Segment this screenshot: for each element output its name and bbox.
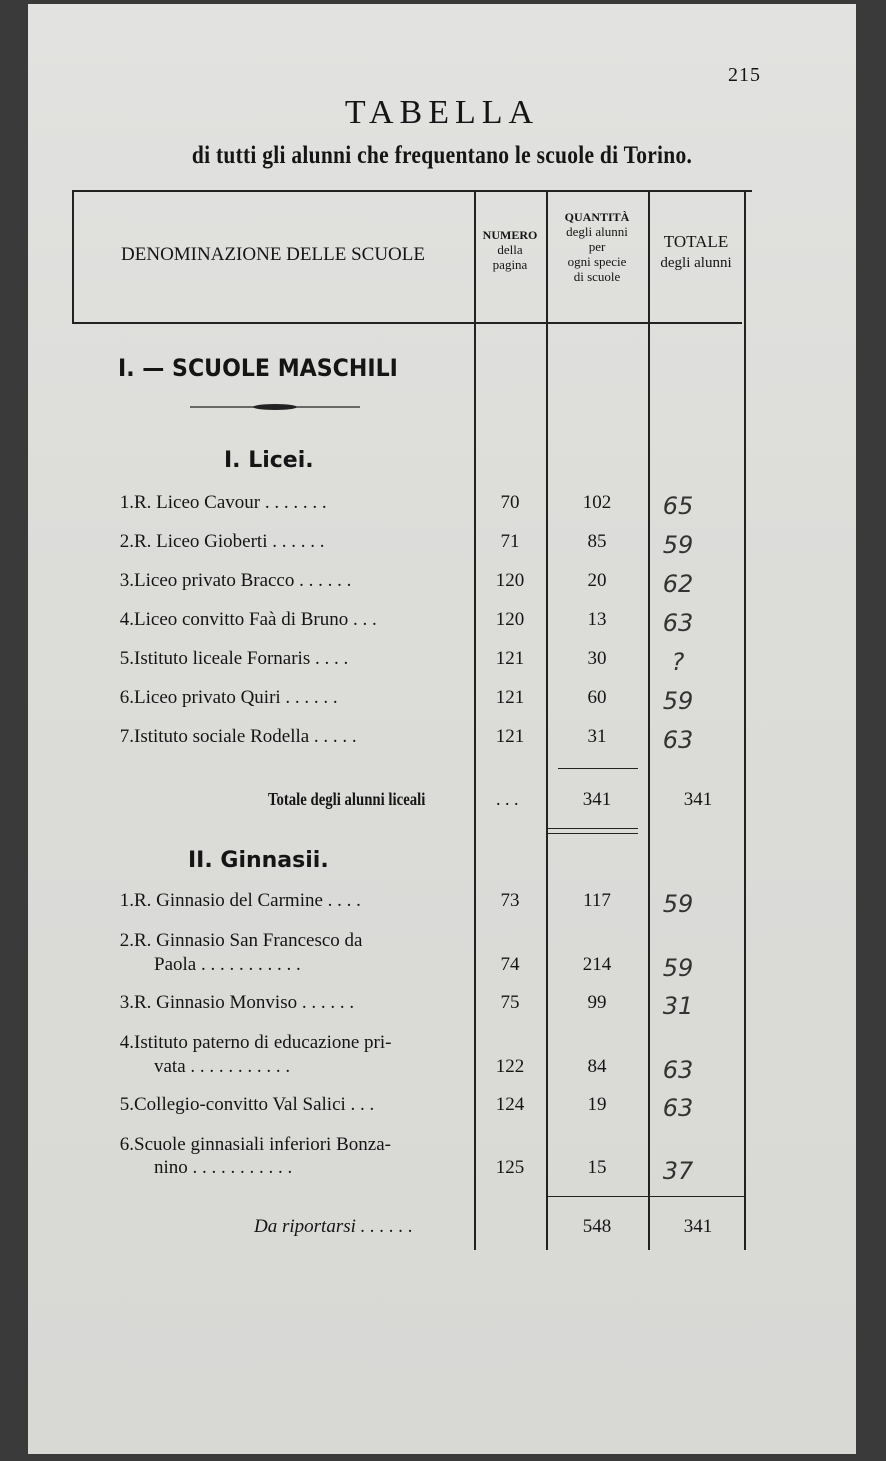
- carry-forward-label: Da riportarsi . . . . . .: [254, 1216, 413, 1237]
- document-page: 215 TABELLA di tutti gli alunni che frequentano le scuole di Torino. DENOMINAZIONE DELLE SCUOLE NUMERO della pagina QUANTITÀ degli alunni per ogni specie di scuole TOTALE degli alunni I. — SCUOLE MASCHILI I. Licei. 1. R. Liceo Cavour . . . . . . . 70 102 65 2. R. Liceo Gioberti . . . . . . 71 85 59 3. Liceo privato Bracco . . . . . . 120 20 62 4. Liceo convitto Faà di Bruno . . . 120 13 63 5. Istituto liceale Fornaris . . . . 121 30 ? 6. Liceo privato Quiri . . . . . . 121 60 59 7. Istituto sociale Rodella . . . . . 121 31 63 Totale degli alunni liceali . . . 341 341 II. Ginnasii. 1. R. Ginnasio del Carmine . . . . 73 117 59 2. R. Ginnasio San Francesco da Paola . . . . . . . . . . . 74 214 59 3. R. Ginnasio Monviso . . . . . . 75 99 31 4. Istituto paterno di educazione pri- vata . . . . . . . . . . . 122 84 63 5. Collegio-convitto Val Salici . . . 124 19 63 6. Scuole ginnasiali inferiori Bonza- nino . . . . . . . . . . . 125 15 37 Da riportarsi . . . . . . 548 341: [28, 4, 856, 1454]
- double-rule-bottom: [546, 833, 638, 834]
- carry-forward-quantity: 548: [582, 1216, 612, 1237]
- handwritten-note: 63: [662, 726, 694, 754]
- subsection-licei: I. Licei.: [224, 448, 314, 473]
- header-numero: NUMERO della pagina: [482, 228, 538, 272]
- handwritten-note: 63: [662, 1094, 694, 1122]
- double-rule-top: [546, 828, 638, 829]
- handwritten-note: 63: [662, 1056, 694, 1084]
- header-bottom-border: [72, 322, 742, 324]
- carry-rule: [546, 1196, 744, 1197]
- col-divider-1: [474, 190, 476, 1250]
- handwritten-note: 59: [662, 687, 694, 715]
- subtotal-label: Totale degli alunni liceali: [268, 789, 426, 809]
- handwritten-note: 31: [662, 992, 694, 1020]
- handwritten-note: 59: [662, 531, 694, 559]
- col-divider-2: [546, 190, 548, 1250]
- handwritten-note: 59: [662, 954, 694, 982]
- header-denominazione: DENOMINAZIONE DELLE SCUOLE: [121, 244, 425, 265]
- handwritten-note: 59: [662, 890, 694, 918]
- page-number: 215: [728, 64, 761, 86]
- subsection-ginnasii: II. Ginnasii.: [188, 848, 329, 873]
- header-totale: TOTALE degli alunni: [660, 232, 732, 271]
- section-heading: I. — SCUOLE MASCHILI: [118, 354, 398, 382]
- carry-forward-total: 341: [683, 1216, 713, 1237]
- subtotal-dots: . . .: [496, 789, 519, 809]
- table-right-border: [744, 190, 746, 1250]
- page-subtitle: di tutti gli alunni che frequentano le scuole di Torino.: [191, 142, 693, 169]
- handwritten-note: 62: [662, 570, 694, 598]
- subtotal-rule: [558, 768, 638, 769]
- subtotal-quantity: 341: [582, 789, 612, 810]
- handwritten-note: 65: [662, 492, 694, 520]
- page-title: TABELLA: [344, 94, 540, 131]
- subtotal-total: 341: [683, 789, 713, 810]
- handwritten-note: 37: [662, 1157, 694, 1185]
- col-divider-3: [648, 190, 650, 1250]
- handwritten-note: 63: [662, 609, 694, 637]
- table-top-border: [72, 190, 752, 192]
- header-quantita: QUANTITÀ degli alunni per ogni specie di scuole: [564, 210, 630, 284]
- ornament-divider: [190, 402, 360, 412]
- handwritten-note: ?: [671, 648, 685, 676]
